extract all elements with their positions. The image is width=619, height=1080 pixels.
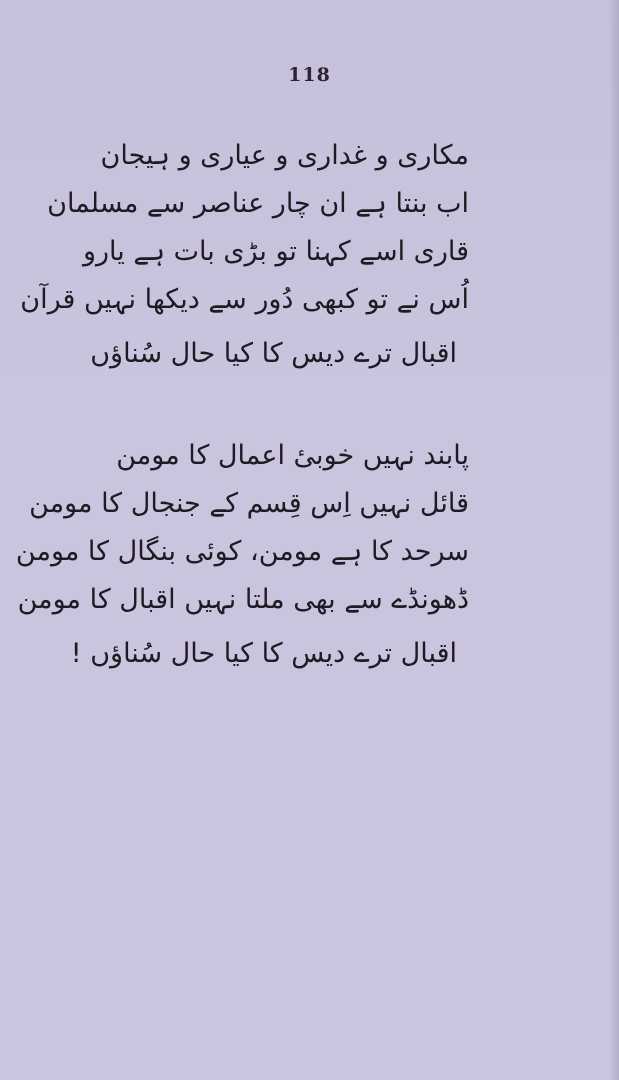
page-number: 118 <box>288 64 331 86</box>
verse-line: مکاری و غداری و عیاری و ہیجان <box>100 140 469 171</box>
verse-line: اُس نے تو کبھی دُور سے دیکھا نہیں قرآن <box>20 284 469 315</box>
verse-line: اب بنتا ہے ان چار عناصر سے مسلمان <box>47 188 469 219</box>
verse-line: پابند نہیں خوبیٔ اعمال کا مومن <box>116 440 469 471</box>
refrain-line: اقبال ترے دیس کا کیا حال سُناؤں ! <box>70 638 457 669</box>
stanza-1 <box>20 132 469 384</box>
verse-line: سرحد کا ہے مومن، کوئی بنگال کا مومن <box>15 536 469 567</box>
verse-line: قاری اسے کہنا تو بڑی بات ہے یارو <box>82 236 469 267</box>
verse-line: قائل نہیں اِس قِسم کے جنجال کا مومن <box>29 488 469 519</box>
verse-line: ڈھونڈے سے بھی ملتا نہیں اقبال کا مومن <box>17 584 469 615</box>
stanza-2 <box>16 432 469 684</box>
refrain-line: اقبال ترے دیس کا کیا حال سُناؤں <box>90 338 457 369</box>
